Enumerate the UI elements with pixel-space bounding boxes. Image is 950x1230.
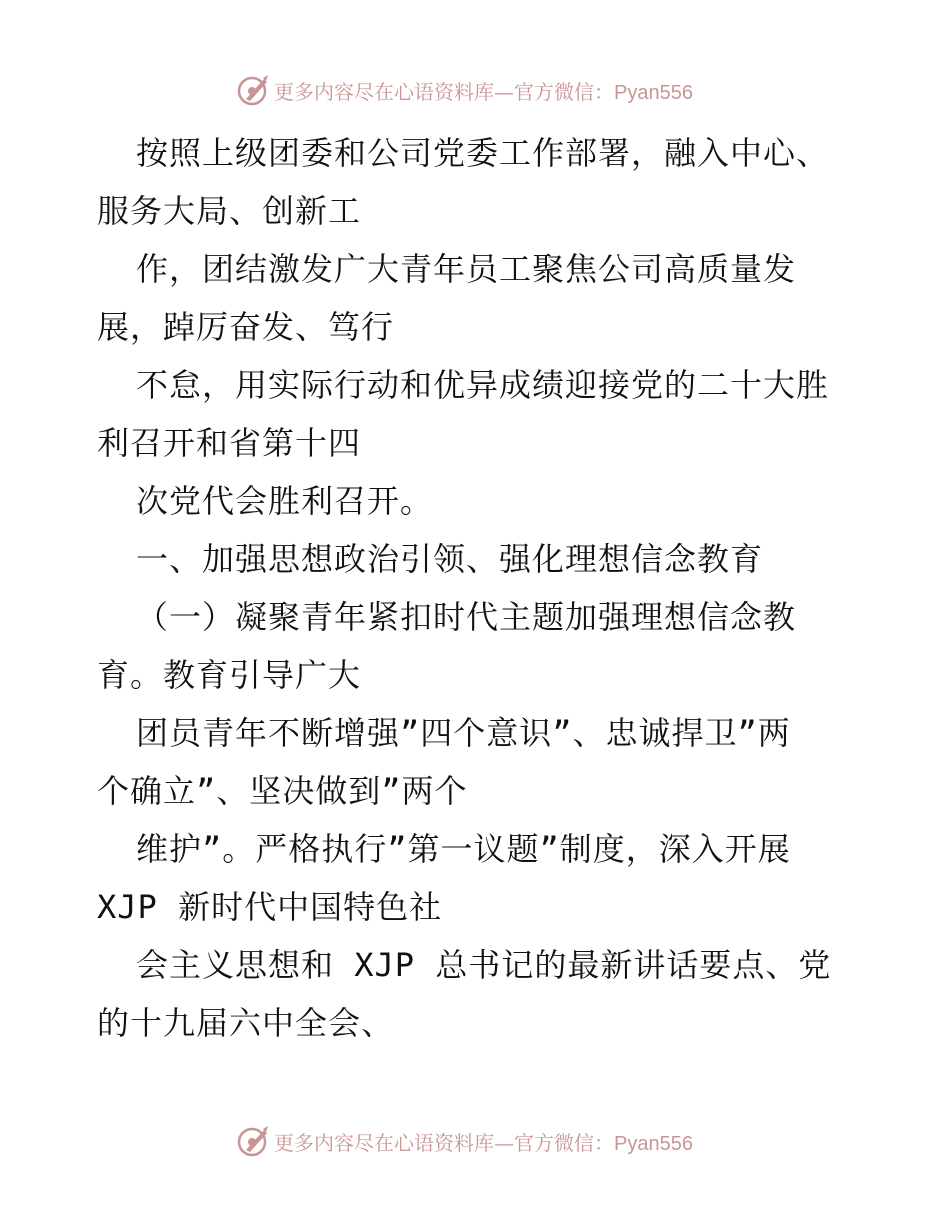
text-line: 会主义思想和 XJP 总书记的最新讲话要点、党: [136, 946, 832, 984]
text-line: 服务大局、创新工: [97, 192, 362, 230]
text-line: 利召开和省第十四: [97, 424, 362, 462]
text-line: 作，团结激发广大青年员工聚焦公司高质量发: [136, 250, 797, 288]
text-line: 个确立”、坚决做到”两个: [97, 772, 468, 810]
watermark-text: 更多内容尽在心语资料库—官方微信：Pyan556: [274, 79, 693, 104]
document-body: [97, 124, 877, 1052]
text-line: 不怠，用实际行动和优异成绩迎接党的二十大胜: [136, 366, 830, 404]
text-line: 次党代会胜利召开。: [136, 482, 434, 520]
text-line: （一）凝聚青年紧扣时代主题加强理想信念教: [136, 598, 797, 636]
text-line: 育。教育引导广大: [97, 656, 362, 694]
text-line: XJP 新时代中国特色社: [97, 888, 443, 926]
text-line: 维护”。严格执行”第一议题”制度，深入开展: [136, 830, 791, 868]
watermark-text: 更多内容尽在心语资料库—官方微信：Pyan556: [274, 1130, 693, 1155]
text-line: 展，踔厉奋发、笃行: [97, 308, 395, 346]
text-line: 一、加强思想政治引领、强化理想信念教育: [136, 540, 764, 578]
text-line: 按照上级团委和公司党委工作部署，融入中心、: [136, 134, 830, 172]
text-line: 团员青年不断增强”四个意识”、忠诚捍卫”两: [136, 714, 791, 752]
pen-logo-icon: [236, 73, 270, 107]
pen-logo-icon: [236, 1124, 270, 1158]
watermark-footer: [236, 1121, 693, 1161]
watermark-header: [236, 70, 693, 110]
text-line: 的十九届六中全会、: [97, 1004, 395, 1042]
